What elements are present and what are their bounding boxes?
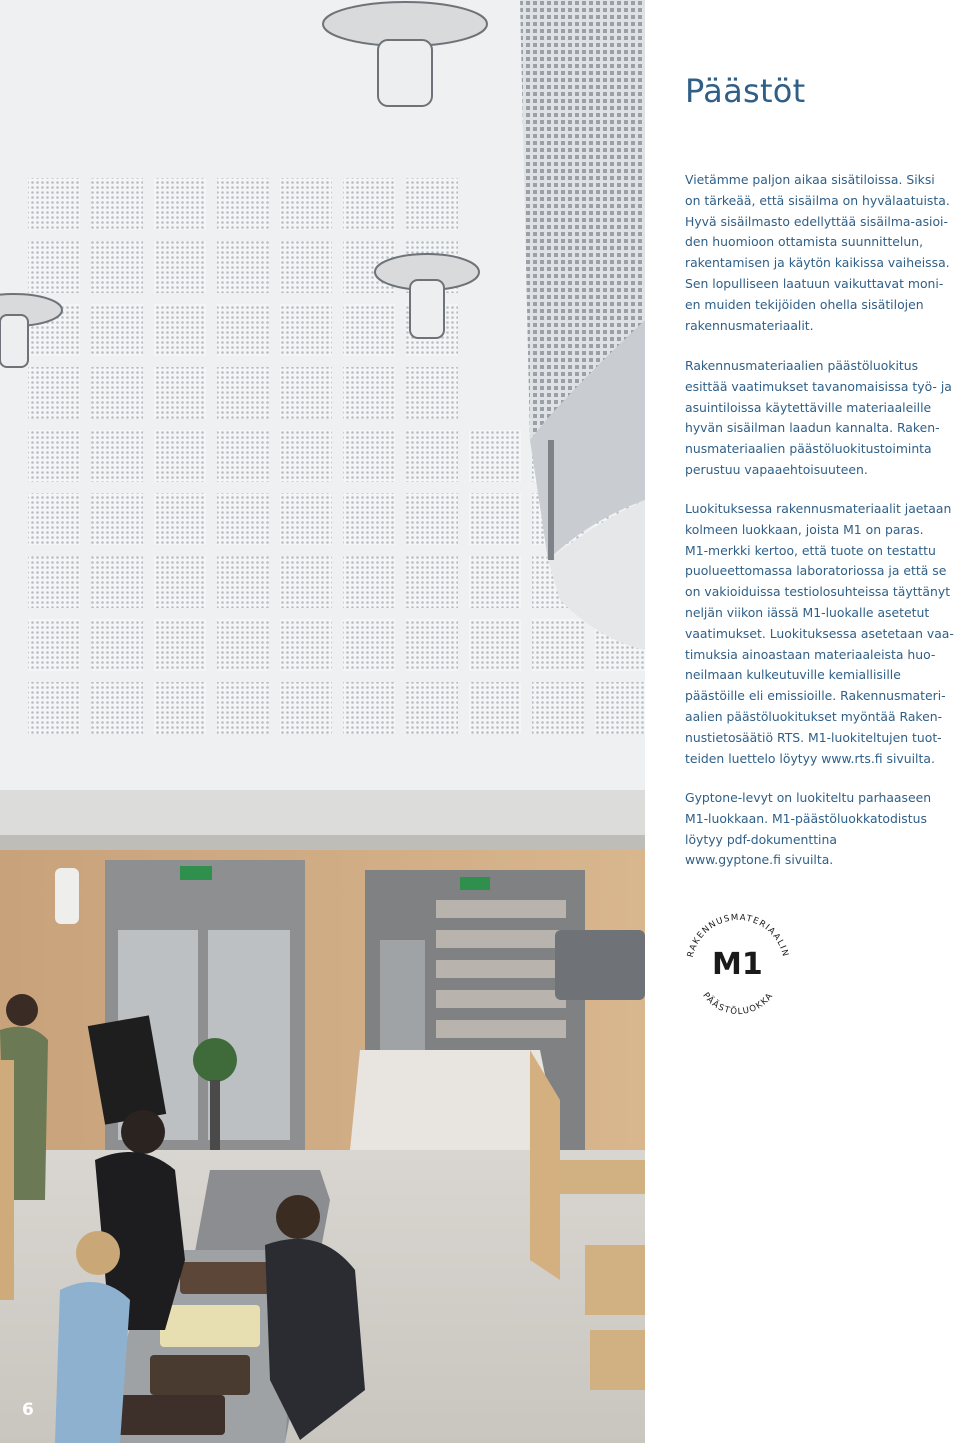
acoustic-panel: [28, 619, 80, 671]
text-line: neilmaan kulkeutuville kemiallisille: [685, 667, 901, 683]
text-line: www.gyptone.fi sivuilta.: [685, 852, 834, 868]
acoustic-panel: [91, 556, 143, 608]
acoustic-panel: [217, 367, 269, 419]
text-line: aalien päästöluokitukset myöntää Raken-: [685, 708, 943, 724]
text-line: asuintiloissa käytettäville materiaaleille: [685, 399, 932, 415]
acoustic-panel: [280, 682, 332, 734]
acoustic-panel: [469, 556, 521, 608]
text-line: Luokituksessa rakennusmateriaalit jaetaan: [685, 501, 952, 516]
acoustic-panel: [406, 178, 458, 230]
acoustic-panel: [91, 493, 143, 545]
m1-mark: M1: [712, 947, 763, 982]
paragraph-m1-details: [685, 499, 954, 769]
acoustic-panel: [280, 556, 332, 608]
paragraph-intro: [685, 170, 950, 336]
acoustic-panel: [217, 304, 269, 356]
acoustic-panel: [406, 619, 458, 671]
acoustic-panel: [343, 619, 395, 671]
acoustic-panel: [154, 241, 206, 293]
acoustic-panel: [217, 682, 269, 734]
acoustic-panel: [280, 304, 332, 356]
acoustic-panel: [154, 367, 206, 419]
acoustic-panel: [28, 367, 80, 419]
text-line: timuksia ainoastaan materiaaleista huo-: [685, 646, 936, 662]
acoustic-panel: [154, 493, 206, 545]
acoustic-panel: [154, 178, 206, 230]
acoustic-panel: [280, 619, 332, 671]
text-line: neljän viikon iässä M1-luokalle asetetut: [685, 604, 930, 620]
acoustic-panel: [217, 430, 269, 482]
acoustic-panel: [28, 241, 80, 293]
acoustic-panel: [343, 556, 395, 608]
acoustic-panel: [406, 430, 458, 482]
acoustic-panel: [280, 367, 332, 419]
text-line: Sen lopulliseen laatuun vaikuttavat moni-: [685, 275, 944, 291]
acoustic-panel: [154, 619, 206, 671]
acoustic-panel: [406, 367, 458, 419]
paragraph-gyptone: [685, 788, 931, 871]
text-line: M1-luokkaan. M1-päästöluokkatodistus: [685, 810, 927, 826]
acoustic-panel: [28, 556, 80, 608]
text-line: nusmateriaalien päästöluokitustoiminta: [685, 441, 932, 457]
acoustic-panel: [217, 556, 269, 608]
acoustic-panel: [217, 493, 269, 545]
text-line: Rakennusmateriaalien päästöluokitus: [685, 358, 919, 373]
acoustic-panel: [154, 556, 206, 608]
acoustic-panel: [280, 241, 332, 293]
page-number: 6: [22, 1400, 34, 1420]
text-line: löytyy pdf-dokumenttina: [685, 831, 837, 847]
acoustic-panel: [217, 619, 269, 671]
acoustic-panel: [406, 493, 458, 545]
acoustic-panel: [154, 682, 206, 734]
acoustic-panel: [280, 430, 332, 482]
text-line: teiden luettelo löytyy www.rts.fi sivuilta.: [685, 750, 935, 766]
text-line: Vietämme paljon aikaa sisätiloissa. Siksi: [685, 172, 935, 187]
acoustic-panel: [532, 682, 584, 734]
paragraph-classification: [685, 356, 952, 481]
acoustic-panel: [91, 241, 143, 293]
text-line: nustietosäätiö RTS. M1-luokiteltujen tuot-: [685, 729, 942, 745]
acoustic-panel: [469, 430, 521, 482]
text-line: perustuu vapaaehtoisuuteen.: [685, 461, 868, 477]
text-line: on vakioiduissa testiolosuhteissa täyttänyt: [685, 584, 951, 600]
badge-ring-top: RAKENNUSMATERIAALIN: [685, 912, 791, 959]
acoustic-panel: [280, 178, 332, 230]
text-line: Gyptone-levyt on luokiteltu parhaaseen: [685, 790, 932, 805]
acoustic-panel: [28, 493, 80, 545]
acoustic-panel: [217, 241, 269, 293]
text-line: rakentamisen ja käytön kaikissa vaiheissa.: [685, 255, 950, 271]
text-line: den huomioon ottamista suunnittelun,: [685, 234, 924, 250]
acoustic-panel: [154, 304, 206, 356]
text-line: vaatimukset. Luokituksessa asetetaan vaa-: [685, 625, 954, 641]
acoustic-panel: [91, 367, 143, 419]
acoustic-panel: [406, 556, 458, 608]
acoustic-panel: [154, 430, 206, 482]
text-line: päästöille eli emissioille. Rakennusmateri-: [685, 688, 946, 704]
m1-badge: [678, 906, 798, 1026]
svg-text:PÄÄSTÖLUOKKA: [700, 991, 775, 1017]
acoustic-panel: [343, 493, 395, 545]
acoustic-panel: [91, 304, 143, 356]
acoustic-panel: [469, 493, 521, 545]
acoustic-panel: [217, 178, 269, 230]
acoustic-panel: [343, 304, 395, 356]
acoustic-panel: [343, 430, 395, 482]
text-line: M1-merkki kertoo, että tuote on testattu: [685, 542, 936, 558]
acoustic-panel: [343, 367, 395, 419]
acoustic-panel: [595, 682, 645, 734]
acoustic-panel: [28, 178, 80, 230]
text-line: kolmeen luokkaan, joista M1 on paras.: [685, 521, 924, 537]
text-line: hyvän sisäilman laadun kannalta. Raken-: [685, 420, 940, 436]
page-title: Päästöt: [685, 72, 806, 110]
acoustic-panel: [469, 619, 521, 671]
acoustic-panel: [91, 178, 143, 230]
acoustic-panel: [91, 682, 143, 734]
acoustic-panel: [469, 682, 521, 734]
acoustic-panel: [28, 682, 80, 734]
acoustic-panel: [406, 682, 458, 734]
acoustic-panel: [532, 619, 584, 671]
text-line: on tärkeää, että sisäilma on hyvälaatuista.: [685, 192, 950, 208]
badge-ring-bottom: PÄÄSTÖLUOKKA: [700, 990, 776, 1018]
acoustic-panel: [28, 430, 80, 482]
text-line: esittää vaatimukset tavanomaisissa työ- ja: [685, 378, 952, 394]
text-line: rakennusmateriaalit.: [685, 317, 814, 333]
acoustic-panel: [343, 178, 395, 230]
acoustic-panel: [91, 619, 143, 671]
text-line: Hyvä sisäilmasto edellyttää sisäilma-asioi-: [685, 213, 948, 229]
text-line: en muiden tekijöiden ohella sisätilojen: [685, 296, 924, 312]
acoustic-panel: [343, 682, 395, 734]
text-line: puolueettomassa laboratoriossa ja että se: [685, 563, 947, 579]
acoustic-panel: [91, 430, 143, 482]
acoustic-panel: [280, 493, 332, 545]
